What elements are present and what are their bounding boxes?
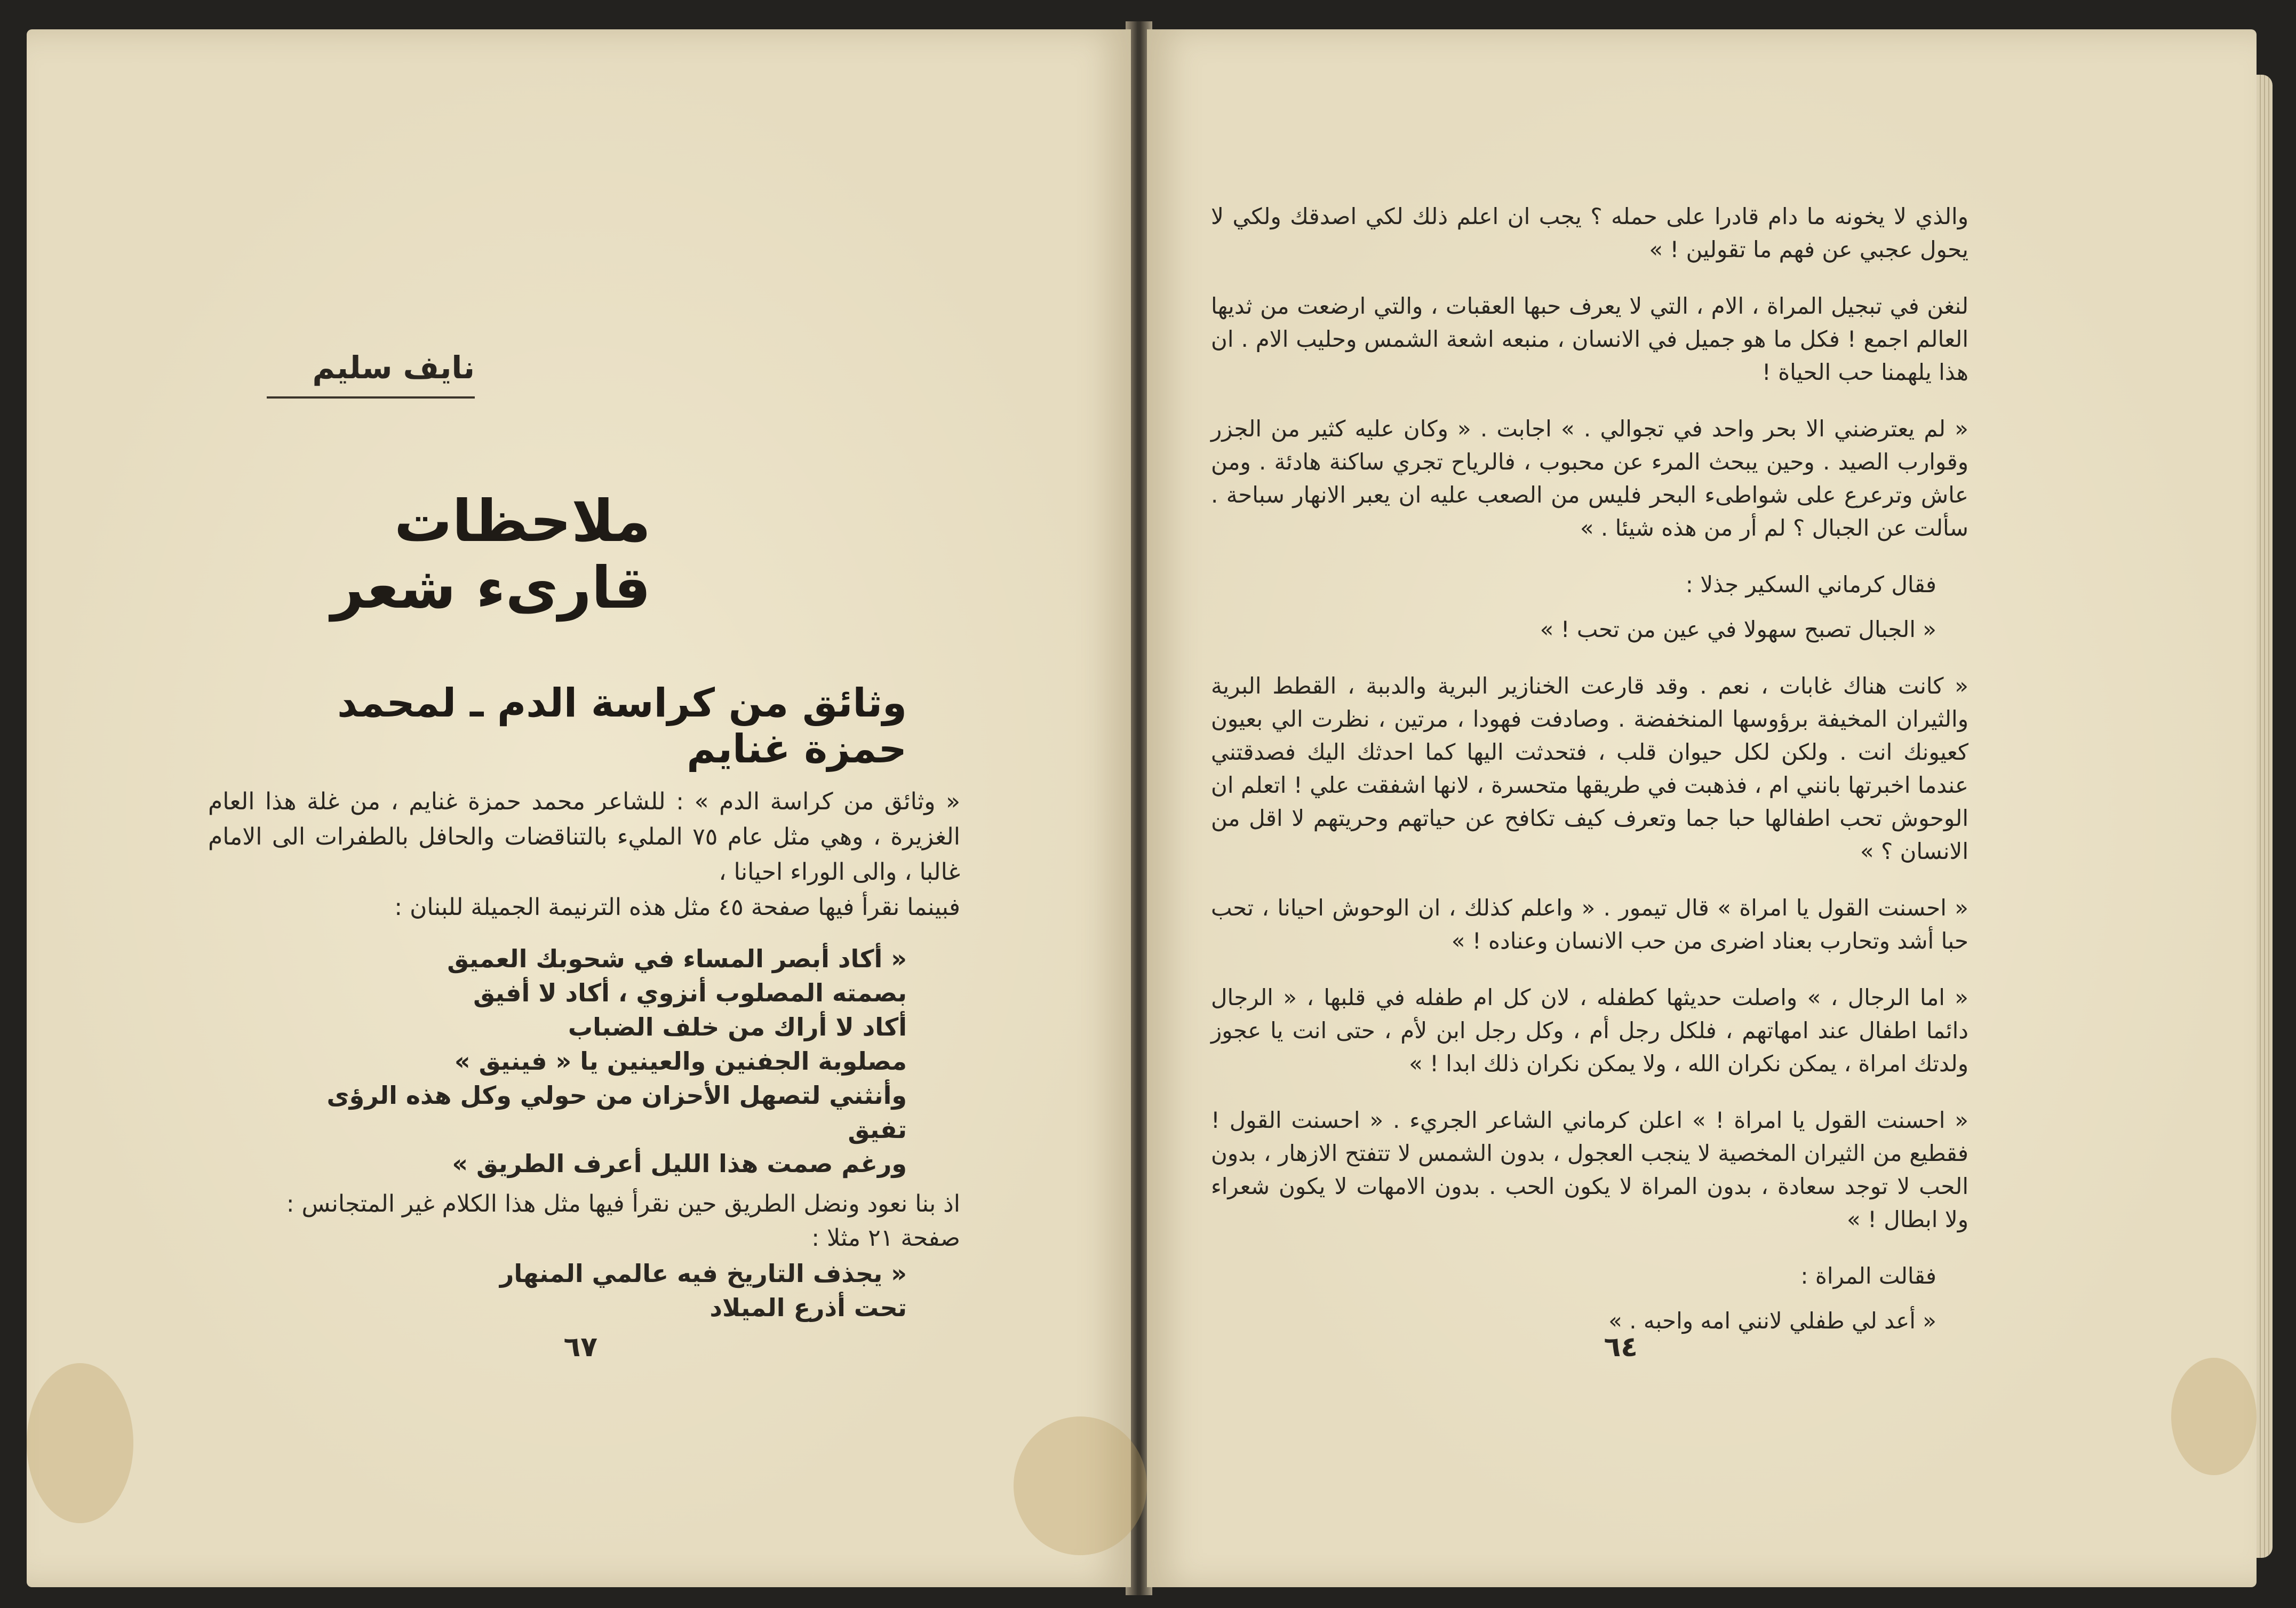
poem-line: أكاد لا أراك من خلف الضباب bbox=[568, 1013, 907, 1041]
paragraph: « احسنت القول يا امراة » قال تيمور . « واعلم كذلك ، ان الوحوش احيانا ، تحب حبا أشد وتحارب بعناد اضرى من حب الانسان وعناده ! » bbox=[1211, 895, 1968, 954]
poem-excerpt-2 bbox=[283, 1256, 907, 1325]
poem-line: « أكاد أبصر المساء في شحوبك العميق bbox=[447, 944, 907, 973]
paragraph: اذ بنا نعود ونضل الطريق حين نقرأ فيها مثل هذا الكلام غير المتجانس : bbox=[286, 1190, 960, 1217]
paragraph: « لم يعترضني الا بحر واحد في تجوالي . » اجابت . « وكان عليه كثير من الجزر وقوارب الصيد . وحين يبحث المرء عن محبوب ، فالرياح تجري ساكنة هادئة . ومن عاش وترعرع على شواطىء البحر فليس من الصعب عليه ان يعبر الانهار سباحة . سألت عن الجبال ؟ لم أر من هذه شيئا . » bbox=[1211, 416, 1968, 541]
paragraph: والذي لا يخونه ما دام قادرا على حمله ؟ يجب ان اعلم ذلك لكي اصدقك ولكي لا يحول عجبي عن فهم ما تقولين ! » bbox=[1211, 203, 1968, 262]
page-stain bbox=[2171, 1358, 2257, 1475]
paragraph: « كانت هناك غابات ، نعم . وقد قارعت الخنازير البرية والدببة ، القطط البرية والثيران المخيفة برؤوسها المنخفضة . وصادفت فهودا ، مرتين ، نظرت الي بعيون كعيونك انت . ولكن لكل حيوان قلب ، فتحدثت اليها كما احدثك اليك فصدقتني عندما اخبرتها بانني ام ، فذهبت في طريقها متحسرة ، لانها اشفقت علي ! اتعلم ان الوحوش تحب اطفالها حبا جما وتعرف كيف تكافح عن حياتهم وحريتهم لا اقل من الانسان ؟ » bbox=[1211, 673, 1968, 864]
poem-excerpt bbox=[283, 942, 907, 1181]
paragraph: « اما الرجال ، » واصلت حديثها كطفله ، لان كل ام طفله في قلبها ، « الرجال دائما اطفال عند امهاتهم ، فلكل رجل أم ، وكل رجل ابن لأم ، حتى انت يا عجوز ولدتك امراة ، يمكن نكران الله ، ولا يمكن نكران ذلك ابدا ! » bbox=[1211, 984, 1968, 1077]
page-number: ٦٤ bbox=[1604, 1331, 1638, 1363]
paragraph: « وثائق من كراسة الدم » : للشاعر محمد حمزة غنايم ، من غلة هذا العام الغزيرة ، وهي مثل عام ٧٥ المليء بالتناقضات والحافل بالطفرات الى الامام غالبا ، والى الوراء احيانا ، bbox=[208, 788, 960, 886]
poem-line: تحت أذرع الميلاد bbox=[709, 1293, 907, 1322]
article-title: ملاحظات قارىء شعر bbox=[331, 488, 651, 622]
page-stain bbox=[1014, 1416, 1147, 1555]
poem-line: وأنثني لتصهل الأحزان من حولي وكل هذه الرؤى تفيق bbox=[326, 1081, 907, 1144]
page-number: ٦٧ bbox=[563, 1331, 597, 1363]
outro-text bbox=[187, 1187, 960, 1255]
body-text bbox=[1211, 200, 1968, 1361]
poem-line: مصلوبة الجفنين والعينين يا « فينيق » bbox=[454, 1047, 907, 1076]
paragraph: « احسنت القول يا امراة ! » اعلن كرماني الشاعر الجريء . « احسنت القول ! فقطيع من الثيران المخصية لا ينجب العجول ، بدون الشمس لا تتفتح الازهار ، بدون الحب لا توجد سعادة ، بدون المراة لا يكون الحب . بدون الامهات لا يكون شعراء ولا ابطال ! » bbox=[1211, 1107, 1968, 1232]
poem-line: ورغم صمت هذا الليل أعرف الطريق » bbox=[452, 1149, 907, 1178]
page-stain bbox=[27, 1363, 133, 1523]
paragraph: فبينما نقرأ فيها صفحة ٤٥ مثل هذه الترنيمة الجميلة للبنان : bbox=[394, 894, 960, 921]
author-name: نايف سليم bbox=[267, 349, 475, 399]
paragraph: فقال كرماني السكير جذلا : bbox=[1685, 571, 1936, 598]
article-subtitle: وثائق من كراسة الدم ـ لمحمد حمزة غنايم bbox=[337, 680, 907, 772]
right-page bbox=[1147, 29, 2257, 1587]
paragraph: « الجبال تصبح سهولا في عين من تحب ! » bbox=[1540, 616, 1936, 642]
paragraph: فقالت المراة : bbox=[1800, 1263, 1936, 1289]
poem-line: « يجذف التاريخ فيه عالمي المنهار bbox=[499, 1259, 907, 1288]
poem-line: بصمته المصلوب أنزوي ، أكاد لا أفيق bbox=[473, 978, 907, 1007]
paragraph: « أعد لي طفلي لانني امه واحبه . » bbox=[1608, 1308, 1936, 1334]
paragraph: لنغن في تبجيل المراة ، الام ، التي لا يعرف حبها العقبات ، والتي ارضعت من ثديها العالم اجمع ! فكل ما هو جميل في الانسان ، منبعه اشعة الشمس وحليب الام . ان هذا يلهمنا حب الحياة ! bbox=[1211, 293, 1968, 385]
paragraph: صفحة ٢١ مثلا : bbox=[811, 1224, 960, 1252]
left-page bbox=[27, 29, 1131, 1587]
intro-text bbox=[208, 784, 960, 925]
